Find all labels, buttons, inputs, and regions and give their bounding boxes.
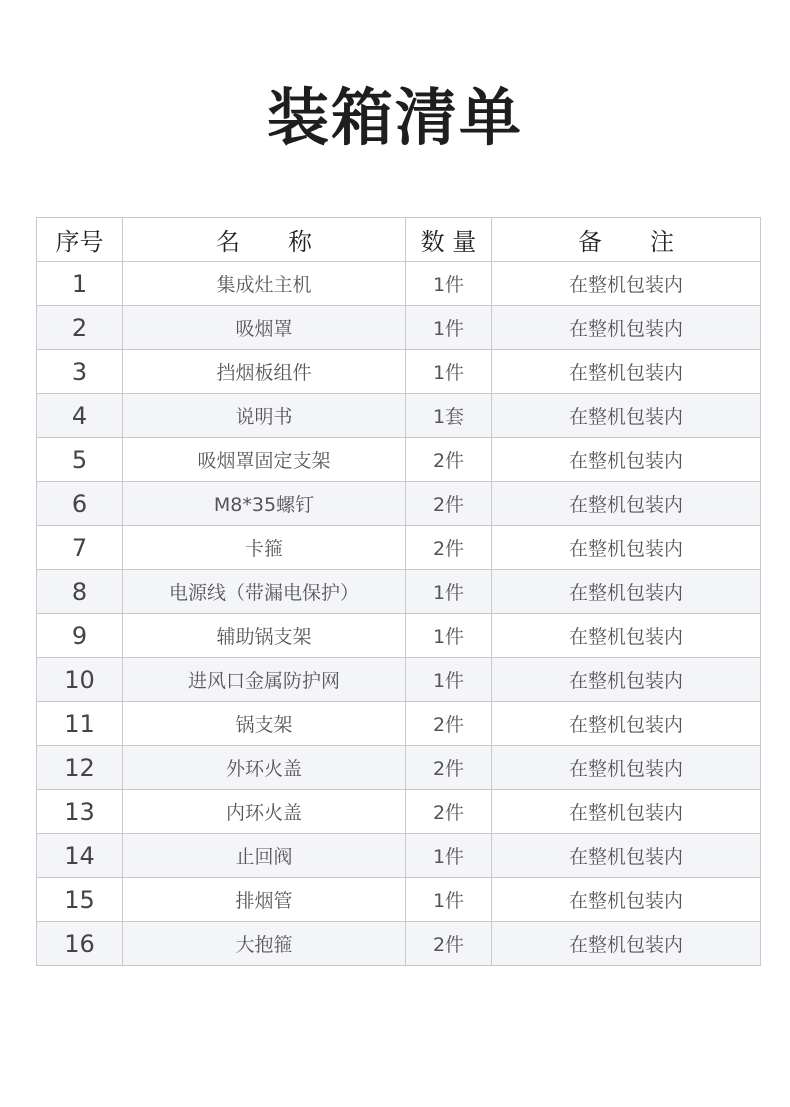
- page-title: 装箱清单: [266, 81, 523, 154]
- cell-index: 8: [37, 570, 123, 614]
- cell-index: 6: [37, 482, 123, 526]
- cell-index: 3: [37, 350, 123, 394]
- cell-remarks: 在整机包装内: [492, 746, 761, 790]
- table-row: [37, 702, 761, 746]
- cell-name: M8*35螺钉: [123, 482, 406, 526]
- table-row: [37, 306, 761, 350]
- cell-name: 挡烟板组件: [123, 350, 406, 394]
- table-row: [37, 394, 761, 438]
- cell-index: 15: [37, 878, 123, 922]
- cell-remarks: 在整机包装内: [492, 658, 761, 702]
- cell-index: 10: [37, 658, 123, 702]
- cell-remarks: 在整机包装内: [492, 482, 761, 526]
- cell-remarks: 在整机包装内: [492, 702, 761, 746]
- cell-index: 16: [37, 922, 123, 966]
- table-row: [37, 526, 761, 570]
- cell-quantity: 2件: [406, 746, 492, 790]
- table-row: [37, 922, 761, 966]
- cell-index: 11: [37, 702, 123, 746]
- cell-index: 4: [37, 394, 123, 438]
- table-row: [37, 614, 761, 658]
- cell-name: 电源线（带漏电保护）: [123, 570, 406, 614]
- cell-remarks: 在整机包装内: [492, 570, 761, 614]
- cell-remarks: 在整机包装内: [492, 394, 761, 438]
- header-remarks: 备 注: [492, 218, 761, 262]
- cell-name: 集成灶主机: [123, 262, 406, 306]
- cell-name: 外环火盖: [123, 746, 406, 790]
- cell-quantity: 2件: [406, 702, 492, 746]
- cell-remarks: 在整机包装内: [492, 438, 761, 482]
- cell-quantity: 1件: [406, 350, 492, 394]
- cell-remarks: 在整机包装内: [492, 878, 761, 922]
- table-row: [37, 834, 761, 878]
- cell-name: 辅助锅支架: [123, 614, 406, 658]
- cell-name: 排烟管: [123, 878, 406, 922]
- header-name: 名 称: [123, 218, 406, 262]
- cell-name: 吸烟罩固定支架: [123, 438, 406, 482]
- cell-name: 锅支架: [123, 702, 406, 746]
- header-quantity: 数 量: [406, 218, 492, 262]
- cell-quantity: 1件: [406, 614, 492, 658]
- cell-remarks: 在整机包装内: [492, 526, 761, 570]
- cell-name: 卡箍: [123, 526, 406, 570]
- cell-quantity: 1件: [406, 834, 492, 878]
- cell-index: 9: [37, 614, 123, 658]
- cell-index: 13: [37, 790, 123, 834]
- cell-remarks: 在整机包装内: [492, 262, 761, 306]
- cell-name: 内环火盖: [123, 790, 406, 834]
- cell-quantity: 1件: [406, 262, 492, 306]
- cell-remarks: 在整机包装内: [492, 834, 761, 878]
- table-row: [37, 878, 761, 922]
- table-row: [37, 746, 761, 790]
- cell-quantity: 1件: [406, 878, 492, 922]
- table-row: [37, 438, 761, 482]
- cell-remarks: 在整机包装内: [492, 306, 761, 350]
- table-row: [37, 482, 761, 526]
- cell-name: 说明书: [123, 394, 406, 438]
- table-row: [37, 570, 761, 614]
- cell-index: 5: [37, 438, 123, 482]
- cell-index: 2: [37, 306, 123, 350]
- cell-remarks: 在整机包装内: [492, 922, 761, 966]
- cell-quantity: 2件: [406, 438, 492, 482]
- cell-remarks: 在整机包装内: [492, 614, 761, 658]
- cell-remarks: 在整机包装内: [492, 790, 761, 834]
- table-row: [37, 262, 761, 306]
- table-row: [37, 658, 761, 702]
- cell-name: 吸烟罩: [123, 306, 406, 350]
- cell-quantity: 2件: [406, 526, 492, 570]
- header-index: 序号: [37, 218, 123, 262]
- table-row: [37, 350, 761, 394]
- cell-quantity: 2件: [406, 922, 492, 966]
- cell-index: 1: [37, 262, 123, 306]
- cell-quantity: 1件: [406, 570, 492, 614]
- cell-name: 大抱箍: [123, 922, 406, 966]
- cell-quantity: 1件: [406, 306, 492, 350]
- cell-quantity: 2件: [406, 482, 492, 526]
- cell-index: 14: [37, 834, 123, 878]
- cell-remarks: 在整机包装内: [492, 350, 761, 394]
- cell-index: 7: [37, 526, 123, 570]
- cell-name: 止回阀: [123, 834, 406, 878]
- cell-quantity: 1件: [406, 658, 492, 702]
- cell-index: 12: [37, 746, 123, 790]
- cell-name: 进风口金属防护网: [123, 658, 406, 702]
- cell-quantity: 1套: [406, 394, 492, 438]
- cell-quantity: 2件: [406, 790, 492, 834]
- packing-list-table: [36, 217, 761, 966]
- table-body: [37, 262, 761, 966]
- table-header-row: [37, 218, 761, 262]
- table-row: [37, 790, 761, 834]
